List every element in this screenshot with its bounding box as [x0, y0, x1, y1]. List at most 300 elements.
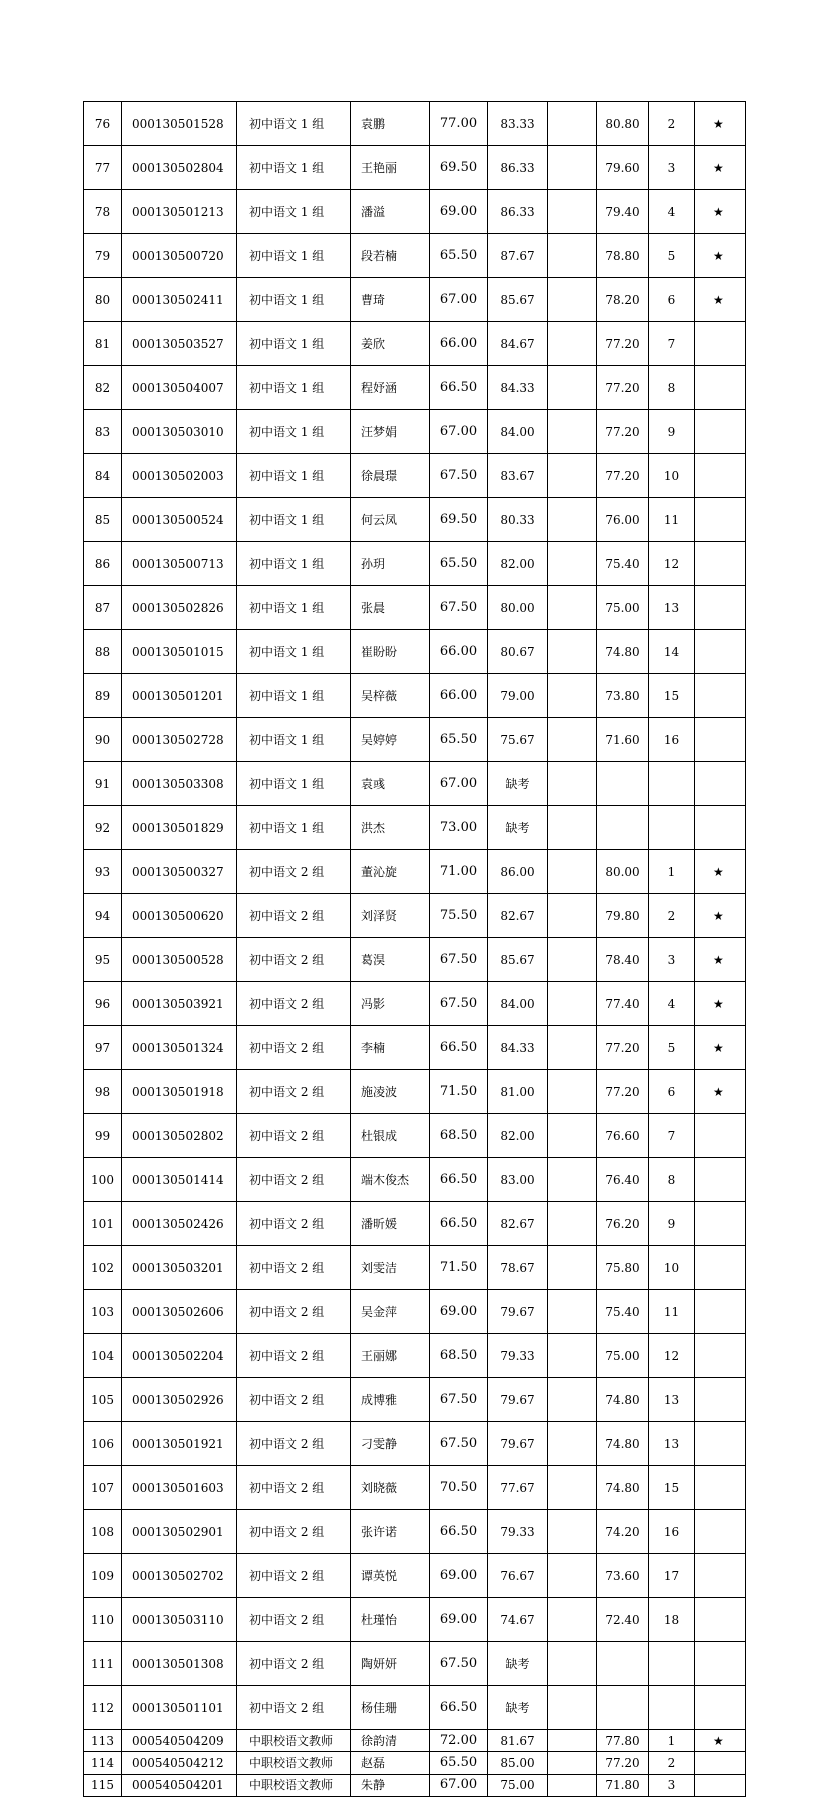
rank: 13: [649, 1422, 695, 1466]
blank-cell: [548, 718, 597, 762]
candidate-id: 000130501918: [122, 1070, 237, 1114]
candidate-id: 000130503010: [122, 410, 237, 454]
table-row: [84, 1378, 746, 1422]
written-score: 69.00: [430, 1554, 488, 1598]
row-number: 95: [84, 938, 122, 982]
candidate-id: 000130500528: [122, 938, 237, 982]
rank: 16: [649, 718, 695, 762]
blank-cell: [548, 1026, 597, 1070]
qualified-mark: [695, 1466, 746, 1510]
row-number: 110: [84, 1598, 122, 1642]
candidate-name: 王艳丽: [351, 146, 430, 190]
blank-cell: [548, 1334, 597, 1378]
rank: 11: [649, 498, 695, 542]
rank: 5: [649, 1026, 695, 1070]
blank-cell: [548, 586, 597, 630]
qualified-mark: [695, 1334, 746, 1378]
interview-score: 缺考: [488, 762, 548, 806]
table-row: [84, 410, 746, 454]
blank-cell: [548, 1466, 597, 1510]
position: 初中语文 2 组: [237, 1510, 351, 1554]
total-score: 77.80: [597, 1730, 649, 1752]
row-number: 112: [84, 1686, 122, 1730]
interview-score: 86.00: [488, 850, 548, 894]
row-number: 111: [84, 1642, 122, 1686]
table-row: [84, 1598, 746, 1642]
written-score: 70.50: [430, 1466, 488, 1510]
rank: 8: [649, 366, 695, 410]
rank: 5: [649, 234, 695, 278]
candidate-name: 张许诺: [351, 1510, 430, 1554]
position: 初中语文 2 组: [237, 1334, 351, 1378]
rank: [649, 762, 695, 806]
row-number: 81: [84, 322, 122, 366]
interview-score: 75.00: [488, 1774, 548, 1796]
blank-cell: [548, 1686, 597, 1730]
row-number: 115: [84, 1774, 122, 1796]
rank: [649, 1686, 695, 1730]
interview-score: 82.67: [488, 894, 548, 938]
interview-score: 83.00: [488, 1158, 548, 1202]
position: 初中语文 2 组: [237, 982, 351, 1026]
blank-cell: [548, 410, 597, 454]
interview-score: 80.33: [488, 498, 548, 542]
candidate-name: 李楠: [351, 1026, 430, 1070]
interview-score: 75.67: [488, 718, 548, 762]
total-score: 73.80: [597, 674, 649, 718]
candidate-name: 刁雯静: [351, 1422, 430, 1466]
qualified-mark: [695, 1202, 746, 1246]
position: 初中语文 2 组: [237, 1598, 351, 1642]
written-score: 66.00: [430, 630, 488, 674]
total-score: 71.60: [597, 718, 649, 762]
table-row: [84, 1510, 746, 1554]
qualified-mark-icon: ★: [695, 190, 746, 234]
written-score: 67.00: [430, 410, 488, 454]
table-row: [84, 850, 746, 894]
interview-score: 81.67: [488, 1730, 548, 1752]
results-table: [83, 101, 746, 1797]
written-score: 69.50: [430, 146, 488, 190]
table-row: [84, 1730, 746, 1752]
blank-cell: [548, 1070, 597, 1114]
candidate-name: 程妤涵: [351, 366, 430, 410]
blank-cell: [548, 146, 597, 190]
blank-cell: [548, 1202, 597, 1246]
rank: 7: [649, 1114, 695, 1158]
table-row: [84, 1158, 746, 1202]
candidate-name: 杜银成: [351, 1114, 430, 1158]
written-score: 66.50: [430, 1202, 488, 1246]
row-number: 76: [84, 102, 122, 146]
interview-score: 85.67: [488, 278, 548, 322]
total-score: 74.20: [597, 1510, 649, 1554]
row-number: 106: [84, 1422, 122, 1466]
candidate-id: 000130502926: [122, 1378, 237, 1422]
blank-cell: [548, 982, 597, 1026]
position: 初中语文 1 组: [237, 630, 351, 674]
position: 初中语文 2 组: [237, 1378, 351, 1422]
written-score: 69.00: [430, 1598, 488, 1642]
row-number: 102: [84, 1246, 122, 1290]
blank-cell: [548, 1290, 597, 1334]
candidate-name: 徐晨璟: [351, 454, 430, 498]
row-number: 94: [84, 894, 122, 938]
candidate-name: 张晨: [351, 586, 430, 630]
interview-score: 79.33: [488, 1510, 548, 1554]
qualified-mark: [695, 366, 746, 410]
row-number: 99: [84, 1114, 122, 1158]
candidate-id: 000130502426: [122, 1202, 237, 1246]
position: 初中语文 1 组: [237, 806, 351, 850]
candidate-name: 徐韵清: [351, 1730, 430, 1752]
position: 初中语文 2 组: [237, 1642, 351, 1686]
rank: 10: [649, 454, 695, 498]
total-score: 79.40: [597, 190, 649, 234]
row-number: 96: [84, 982, 122, 1026]
blank-cell: [548, 1378, 597, 1422]
total-score: 76.60: [597, 1114, 649, 1158]
candidate-name: 吴金萍: [351, 1290, 430, 1334]
table-row: [84, 190, 746, 234]
rank: 6: [649, 1070, 695, 1114]
candidate-name: 曹琦: [351, 278, 430, 322]
qualified-mark: [695, 674, 746, 718]
row-number: 79: [84, 234, 122, 278]
candidate-name: 潘溢: [351, 190, 430, 234]
candidate-name: 刘泽贤: [351, 894, 430, 938]
candidate-id: 000130502804: [122, 146, 237, 190]
position: 初中语文 2 组: [237, 1686, 351, 1730]
interview-score: 81.00: [488, 1070, 548, 1114]
blank-cell: [548, 894, 597, 938]
interview-score: 84.00: [488, 410, 548, 454]
qualified-mark-icon: ★: [695, 146, 746, 190]
interview-score: 80.67: [488, 630, 548, 674]
written-score: 67.50: [430, 1378, 488, 1422]
row-number: 78: [84, 190, 122, 234]
written-score: 68.50: [430, 1334, 488, 1378]
qualified-mark: [695, 542, 746, 586]
interview-score: 82.00: [488, 1114, 548, 1158]
candidate-id: 000130503921: [122, 982, 237, 1026]
table-row: [84, 1246, 746, 1290]
row-number: 92: [84, 806, 122, 850]
candidate-id: 000130501101: [122, 1686, 237, 1730]
blank-cell: [548, 1422, 597, 1466]
position: 初中语文 1 组: [237, 322, 351, 366]
blank-cell: [548, 1774, 597, 1796]
table-row: [84, 1422, 746, 1466]
blank-cell: [548, 542, 597, 586]
qualified-mark: [695, 718, 746, 762]
position: 初中语文 2 组: [237, 894, 351, 938]
candidate-id: 000130501213: [122, 190, 237, 234]
written-score: 67.50: [430, 1642, 488, 1686]
qualified-mark-icon: ★: [695, 894, 746, 938]
qualified-mark-icon: ★: [695, 850, 746, 894]
blank-cell: [548, 938, 597, 982]
total-score: 76.40: [597, 1158, 649, 1202]
position: 初中语文 1 组: [237, 366, 351, 410]
candidate-name: 端木俊杰: [351, 1158, 430, 1202]
blank-cell: [548, 1246, 597, 1290]
qualified-mark: [695, 762, 746, 806]
row-number: 84: [84, 454, 122, 498]
row-number: 89: [84, 674, 122, 718]
table-row: [84, 498, 746, 542]
blank-cell: [548, 1114, 597, 1158]
candidate-name: 姜欣: [351, 322, 430, 366]
candidate-id: 000130504007: [122, 366, 237, 410]
position: 初中语文 1 组: [237, 410, 351, 454]
rank: 6: [649, 278, 695, 322]
position: 初中语文 2 组: [237, 1422, 351, 1466]
blank-cell: [548, 1554, 597, 1598]
position: 中职校语文教师: [237, 1752, 351, 1774]
candidate-id: 000130502826: [122, 586, 237, 630]
interview-score: 82.00: [488, 542, 548, 586]
candidate-name: 汪梦娟: [351, 410, 430, 454]
written-score: 66.50: [430, 1510, 488, 1554]
rank: 16: [649, 1510, 695, 1554]
qualified-mark: [695, 1246, 746, 1290]
table-row: [84, 366, 746, 410]
candidate-id: 000130501015: [122, 630, 237, 674]
total-score: 77.20: [597, 322, 649, 366]
qualified-mark-icon: ★: [695, 1730, 746, 1752]
blank-cell: [548, 1752, 597, 1774]
row-number: 100: [84, 1158, 122, 1202]
table-row: [84, 542, 746, 586]
written-score: 66.50: [430, 1026, 488, 1070]
written-score: 69.00: [430, 1290, 488, 1334]
written-score: 71.50: [430, 1246, 488, 1290]
written-score: 65.50: [430, 718, 488, 762]
interview-score: 缺考: [488, 806, 548, 850]
candidate-name: 杜瑾怡: [351, 1598, 430, 1642]
position: 初中语文 1 组: [237, 586, 351, 630]
row-number: 80: [84, 278, 122, 322]
candidate-id: 000130501308: [122, 1642, 237, 1686]
table-row: [84, 454, 746, 498]
table-row: [84, 586, 746, 630]
total-score: [597, 1686, 649, 1730]
candidate-name: 葛淏: [351, 938, 430, 982]
position: 初中语文 2 组: [237, 1070, 351, 1114]
qualified-mark: [695, 1422, 746, 1466]
total-score: 75.80: [597, 1246, 649, 1290]
total-score: 77.20: [597, 1026, 649, 1070]
interview-score: 79.67: [488, 1422, 548, 1466]
blank-cell: [548, 1158, 597, 1202]
row-number: 109: [84, 1554, 122, 1598]
written-score: 71.50: [430, 1070, 488, 1114]
qualified-mark-icon: ★: [695, 102, 746, 146]
table-row: [84, 1752, 746, 1774]
total-score: 75.40: [597, 542, 649, 586]
rank: 4: [649, 190, 695, 234]
written-score: 69.50: [430, 498, 488, 542]
rank: 3: [649, 1774, 695, 1796]
rank: 3: [649, 938, 695, 982]
row-number: 107: [84, 1466, 122, 1510]
written-score: 75.50: [430, 894, 488, 938]
table-row: [84, 1334, 746, 1378]
blank-cell: [548, 190, 597, 234]
written-score: 66.00: [430, 674, 488, 718]
row-number: 97: [84, 1026, 122, 1070]
position: 初中语文 1 组: [237, 542, 351, 586]
written-score: 66.50: [430, 1686, 488, 1730]
qualified-mark: [695, 630, 746, 674]
blank-cell: [548, 322, 597, 366]
blank-cell: [548, 850, 597, 894]
rank: 13: [649, 1378, 695, 1422]
table-row: [84, 1554, 746, 1598]
written-score: 67.50: [430, 586, 488, 630]
interview-score: 缺考: [488, 1686, 548, 1730]
row-number: 91: [84, 762, 122, 806]
total-score: 80.80: [597, 102, 649, 146]
blank-cell: [548, 806, 597, 850]
qualified-mark: [695, 586, 746, 630]
candidate-id: 000130501829: [122, 806, 237, 850]
row-number: 114: [84, 1752, 122, 1774]
rank: [649, 1642, 695, 1686]
candidate-name: 王丽娜: [351, 1334, 430, 1378]
blank-cell: [548, 234, 597, 278]
candidate-name: 何云凤: [351, 498, 430, 542]
qualified-mark: [695, 1642, 746, 1686]
candidate-name: 赵磊: [351, 1752, 430, 1774]
candidate-id: 000130502411: [122, 278, 237, 322]
rank: 17: [649, 1554, 695, 1598]
qualified-mark: [695, 806, 746, 850]
rank: 2: [649, 894, 695, 938]
row-number: 88: [84, 630, 122, 674]
written-score: 72.00: [430, 1730, 488, 1752]
row-number: 82: [84, 366, 122, 410]
rank: 1: [649, 1730, 695, 1752]
row-number: 108: [84, 1510, 122, 1554]
candidate-id: 000130503308: [122, 762, 237, 806]
total-score: 74.80: [597, 1422, 649, 1466]
interview-score: 84.33: [488, 366, 548, 410]
position: 初中语文 2 组: [237, 1290, 351, 1334]
position: 初中语文 1 组: [237, 762, 351, 806]
blank-cell: [548, 278, 597, 322]
candidate-id: 000130500524: [122, 498, 237, 542]
interview-score: 79.00: [488, 674, 548, 718]
position: 初中语文 1 组: [237, 454, 351, 498]
row-number: 101: [84, 1202, 122, 1246]
table-row: [84, 1070, 746, 1114]
total-score: 79.80: [597, 894, 649, 938]
total-score: 77.20: [597, 410, 649, 454]
position: 初中语文 1 组: [237, 718, 351, 762]
rank: 1: [649, 850, 695, 894]
rank: 10: [649, 1246, 695, 1290]
candidate-id: 000130501414: [122, 1158, 237, 1202]
written-score: 65.50: [430, 1752, 488, 1774]
candidate-id: 000130503110: [122, 1598, 237, 1642]
total-score: 78.40: [597, 938, 649, 982]
written-score: 77.00: [430, 102, 488, 146]
interview-score: 77.67: [488, 1466, 548, 1510]
candidate-name: 刘雯洁: [351, 1246, 430, 1290]
qualified-mark: [695, 1114, 746, 1158]
row-number: 83: [84, 410, 122, 454]
interview-score: 86.33: [488, 146, 548, 190]
candidate-name: 袁彧: [351, 762, 430, 806]
table-row: [84, 938, 746, 982]
candidate-name: 吴梓薇: [351, 674, 430, 718]
total-score: 75.00: [597, 1334, 649, 1378]
candidate-id: 000130500720: [122, 234, 237, 278]
interview-score: 86.33: [488, 190, 548, 234]
qualified-mark: [695, 1554, 746, 1598]
qualified-mark-icon: ★: [695, 278, 746, 322]
row-number: 98: [84, 1070, 122, 1114]
table-row: [84, 674, 746, 718]
candidate-name: 冯影: [351, 982, 430, 1026]
position: 中职校语文教师: [237, 1730, 351, 1752]
rank: 11: [649, 1290, 695, 1334]
position: 初中语文 1 组: [237, 234, 351, 278]
blank-cell: [548, 102, 597, 146]
qualified-mark: [695, 498, 746, 542]
total-score: 77.20: [597, 1070, 649, 1114]
interview-score: 84.00: [488, 982, 548, 1026]
total-score: [597, 806, 649, 850]
row-number: 90: [84, 718, 122, 762]
total-score: 71.80: [597, 1774, 649, 1796]
candidate-name: 谭英悦: [351, 1554, 430, 1598]
total-score: 80.00: [597, 850, 649, 894]
qualified-mark-icon: ★: [695, 1026, 746, 1070]
interview-score: 83.67: [488, 454, 548, 498]
row-number: 77: [84, 146, 122, 190]
written-score: 68.50: [430, 1114, 488, 1158]
rank: 9: [649, 410, 695, 454]
position: 初中语文 2 组: [237, 1466, 351, 1510]
written-score: 67.00: [430, 762, 488, 806]
blank-cell: [548, 630, 597, 674]
position: 初中语文 1 组: [237, 278, 351, 322]
interview-score: 79.67: [488, 1378, 548, 1422]
interview-score: 78.67: [488, 1246, 548, 1290]
written-score: 67.00: [430, 1774, 488, 1796]
total-score: 76.00: [597, 498, 649, 542]
qualified-mark: [695, 322, 746, 366]
candidate-id: 000130501324: [122, 1026, 237, 1070]
candidate-id: 000130502728: [122, 718, 237, 762]
candidate-id: 000130502702: [122, 1554, 237, 1598]
qualified-mark: [695, 1510, 746, 1554]
interview-score: 85.67: [488, 938, 548, 982]
interview-score: 74.67: [488, 1598, 548, 1642]
blank-cell: [548, 1598, 597, 1642]
total-score: 77.20: [597, 454, 649, 498]
table-row: [84, 1114, 746, 1158]
candidate-id: 000540504212: [122, 1752, 237, 1774]
qualified-mark-icon: ★: [695, 982, 746, 1026]
interview-score: 79.33: [488, 1334, 548, 1378]
interview-score: 79.67: [488, 1290, 548, 1334]
qualified-mark: [695, 1158, 746, 1202]
written-score: 66.50: [430, 1158, 488, 1202]
